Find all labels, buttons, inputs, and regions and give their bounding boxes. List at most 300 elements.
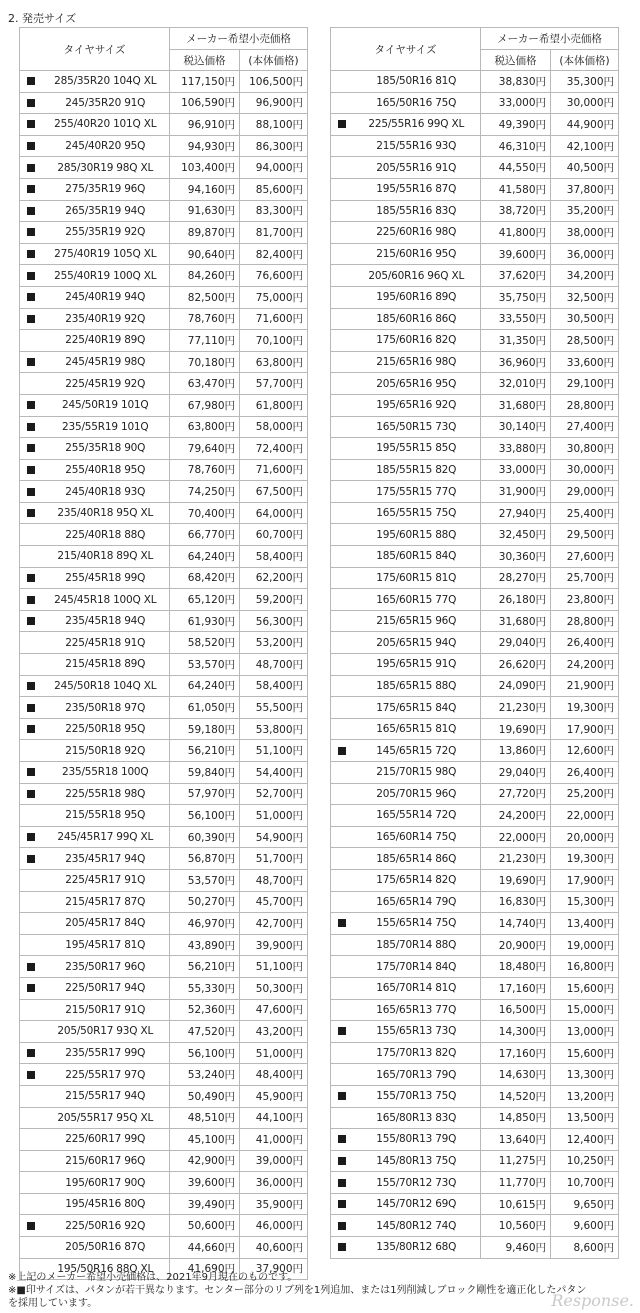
base-price-cell: 30,000円: [551, 92, 619, 114]
tax-incl-price-cell: 55,330円: [170, 977, 240, 999]
pattern-mark-cell: [20, 524, 42, 546]
base-price-cell: 37,900円: [240, 1258, 308, 1280]
square-marker-icon: [27, 509, 35, 517]
tire-size-cell: 215/60R16 95Q: [353, 243, 481, 265]
tax-incl-price-cell: 31,350円: [481, 330, 551, 352]
tire-size-cell: 195/65R16 92Q: [353, 394, 481, 416]
base-price-cell: 106,500円: [240, 71, 308, 93]
tax-incl-price-cell: 29,040円: [481, 632, 551, 654]
table-row: [20, 416, 308, 438]
table-row: [331, 92, 619, 114]
table-row: [20, 589, 308, 611]
tire-size-cell: 245/40R19 94Q: [42, 286, 170, 308]
square-marker-icon: [338, 1222, 346, 1230]
pattern-mark-cell: [331, 394, 353, 416]
tire-size-cell: 215/60R17 96Q: [42, 1150, 170, 1172]
tax-incl-price-cell: 53,240円: [170, 1064, 240, 1086]
base-price-cell: 28,800円: [551, 394, 619, 416]
square-marker-icon: [27, 725, 35, 733]
table-row: [20, 1085, 308, 1107]
pattern-mark-cell: [331, 481, 353, 503]
pattern-mark-cell: [20, 805, 42, 827]
tire-size-cell: 165/50R16 75Q: [353, 92, 481, 114]
pattern-mark-cell: [331, 1193, 353, 1215]
tax-incl-price-cell: 10,560円: [481, 1215, 551, 1237]
base-price-cell: 35,900円: [240, 1193, 308, 1215]
pattern-mark-cell: [20, 135, 42, 157]
tax-incl-price-cell: 66,770円: [170, 524, 240, 546]
tax-incl-price-cell: 24,200円: [481, 805, 551, 827]
pattern-mark-cell: [20, 330, 42, 352]
tire-size-cell: 165/55R14 72Q: [353, 805, 481, 827]
table-row: [331, 524, 619, 546]
pattern-mark-cell: [20, 977, 42, 999]
pattern-mark-cell: [331, 1064, 353, 1086]
tire-size-cell: 215/40R18 89Q XL: [42, 546, 170, 568]
pattern-mark-cell: [20, 1172, 42, 1194]
pattern-mark-cell: [20, 1042, 42, 1064]
tax-incl-price-cell: 26,180円: [481, 589, 551, 611]
tire-size-cell: 195/55R15 85Q: [353, 438, 481, 460]
tire-size-table-right: [330, 27, 619, 1259]
tire-size-cell: 235/40R18 95Q XL: [42, 502, 170, 524]
tax-incl-price-cell: 68,420円: [170, 567, 240, 589]
tax-incl-price-cell: 64,240円: [170, 546, 240, 568]
tire-size-cell: 245/35R20 91Q: [42, 92, 170, 114]
table-row: [20, 1215, 308, 1237]
table-row: [20, 394, 308, 416]
tire-size-cell: 165/65R15 81Q: [353, 718, 481, 740]
pattern-mark-cell: [331, 351, 353, 373]
table-row: [20, 286, 308, 308]
base-price-cell: 29,100円: [551, 373, 619, 395]
pattern-mark-cell: [331, 524, 353, 546]
table-row: [20, 977, 308, 999]
square-marker-icon: [27, 293, 35, 301]
pattern-mark-cell: [20, 848, 42, 870]
pattern-mark-cell: [20, 1107, 42, 1129]
tire-size-cell: 205/50R17 93Q XL: [42, 1021, 170, 1043]
tax-incl-price-cell: 46,310円: [481, 135, 551, 157]
tire-size-cell: 215/55R16 93Q: [353, 135, 481, 157]
pattern-mark-cell: [331, 92, 353, 114]
tire-size-cell: 245/45R18 100Q XL: [42, 589, 170, 611]
square-marker-icon: [27, 833, 35, 841]
tire-size-cell: 205/45R17 84Q: [42, 913, 170, 935]
tax-incl-price-cell: 50,600円: [170, 1215, 240, 1237]
table-row: [331, 243, 619, 265]
base-price-cell: 88,100円: [240, 114, 308, 136]
base-price-cell: 24,200円: [551, 654, 619, 676]
base-price-cell: 51,100円: [240, 740, 308, 762]
table-row: [20, 891, 308, 913]
pattern-mark-cell: [20, 308, 42, 330]
tax-incl-price-cell: 33,000円: [481, 92, 551, 114]
base-price-cell: 19,300円: [551, 697, 619, 719]
tire-size-cell: 275/40R19 105Q XL: [42, 243, 170, 265]
table-row: [20, 718, 308, 740]
tire-size-cell: 245/45R17 99Q XL: [42, 826, 170, 848]
square-marker-icon: [338, 120, 346, 128]
tire-size-cell: 165/50R15 73Q: [353, 416, 481, 438]
pattern-mark-cell: [20, 1193, 42, 1215]
tire-size-cell: 245/45R19 98Q: [42, 351, 170, 373]
base-price-cell: 19,000円: [551, 934, 619, 956]
table-row: [20, 1042, 308, 1064]
tire-size-cell: 215/65R16 98Q: [353, 351, 481, 373]
tire-size-cell: 195/60R17 90Q: [42, 1172, 170, 1194]
tax-incl-price-cell: 14,850円: [481, 1107, 551, 1129]
tire-size-cell: 235/50R17 96Q: [42, 956, 170, 978]
tire-size-cell: 195/60R15 88Q: [353, 524, 481, 546]
pattern-mark-cell: [20, 632, 42, 654]
pattern-mark-cell: [20, 546, 42, 568]
table-row: [20, 243, 308, 265]
table-row: [20, 826, 308, 848]
base-price-cell: 61,800円: [240, 394, 308, 416]
tax-incl-header: 税込価格: [170, 50, 240, 71]
table-row: [20, 654, 308, 676]
base-price-cell: 58,000円: [240, 416, 308, 438]
table-row: [20, 481, 308, 503]
square-marker-icon: [338, 1200, 346, 1208]
base-price-cell: 60,700円: [240, 524, 308, 546]
msrp-header: メーカー希望小売価格: [170, 28, 308, 50]
pattern-mark-cell: [331, 718, 353, 740]
tire-size-cell: 215/45R18 89Q: [42, 654, 170, 676]
table-row: [20, 1193, 308, 1215]
pattern-mark-cell: [331, 222, 353, 244]
pattern-mark-cell: [331, 805, 353, 827]
tax-incl-price-cell: 21,230円: [481, 697, 551, 719]
tire-size-cell: 145/80R12 74Q: [353, 1215, 481, 1237]
base-price-cell: 26,400円: [551, 632, 619, 654]
pattern-mark-cell: [331, 330, 353, 352]
table-row: [20, 135, 308, 157]
pattern-mark-cell: [20, 438, 42, 460]
tire-size-cell: 225/40R19 89Q: [42, 330, 170, 352]
pattern-mark-cell: [331, 1172, 353, 1194]
tire-size-cell: 165/65R13 77Q: [353, 999, 481, 1021]
base-price-cell: 44,900円: [551, 114, 619, 136]
table-row: [331, 459, 619, 481]
pattern-mark-cell: [20, 610, 42, 632]
square-marker-icon: [27, 617, 35, 625]
tax-incl-price-cell: 77,110円: [170, 330, 240, 352]
tire-size-cell: 185/60R16 86Q: [353, 308, 481, 330]
pattern-mark-cell: [20, 956, 42, 978]
tire-size-cell: 175/55R15 77Q: [353, 481, 481, 503]
base-price-cell: 32,500円: [551, 286, 619, 308]
base-price-cell: 10,250円: [551, 1150, 619, 1172]
base-price-cell: 71,600円: [240, 459, 308, 481]
table-row: [331, 1107, 619, 1129]
tire-size-cell: 175/60R16 82Q: [353, 330, 481, 352]
tax-incl-price-cell: 60,390円: [170, 826, 240, 848]
base-price-cell: 22,000円: [551, 805, 619, 827]
tax-incl-price-cell: 33,000円: [481, 459, 551, 481]
pattern-mark-cell: [20, 71, 42, 93]
base-price-cell: 51,000円: [240, 805, 308, 827]
base-price-cell: 75,000円: [240, 286, 308, 308]
pattern-mark-cell: [20, 740, 42, 762]
pattern-mark-cell: [331, 783, 353, 805]
base-price-cell: 94,000円: [240, 157, 308, 179]
tire-size-cell: 155/70R12 73Q: [353, 1172, 481, 1194]
tax-incl-price-cell: 67,980円: [170, 394, 240, 416]
base-price-cell: 13,400円: [551, 913, 619, 935]
square-marker-icon: [27, 682, 35, 690]
pattern-mark-cell: [20, 718, 42, 740]
tire-size-cell: 165/60R15 77Q: [353, 589, 481, 611]
base-price-header: (本体価格): [240, 50, 308, 71]
tax-incl-price-cell: 31,680円: [481, 610, 551, 632]
table-row: [331, 157, 619, 179]
tax-incl-price-cell: 56,210円: [170, 740, 240, 762]
base-price-cell: 48,700円: [240, 869, 308, 891]
tire-size-cell: 255/40R20 101Q XL: [42, 114, 170, 136]
table-row: [331, 589, 619, 611]
tax-incl-price-cell: 39,600円: [170, 1172, 240, 1194]
tax-incl-price-cell: 19,690円: [481, 869, 551, 891]
pattern-mark-cell: [20, 92, 42, 114]
table-row: [331, 1150, 619, 1172]
table-row: [331, 1172, 619, 1194]
base-price-cell: 29,000円: [551, 481, 619, 503]
tire-size-cell: 205/60R16 96Q XL: [353, 265, 481, 287]
base-price-cell: 53,200円: [240, 632, 308, 654]
square-marker-icon: [338, 1179, 346, 1187]
pattern-mark-cell: [331, 438, 353, 460]
pattern-mark-cell: [331, 999, 353, 1021]
table-row: [331, 740, 619, 762]
base-price-cell: 71,600円: [240, 308, 308, 330]
table-row: [20, 848, 308, 870]
tax-incl-price-cell: 14,630円: [481, 1064, 551, 1086]
tire-size-cell: 165/65R14 79Q: [353, 891, 481, 913]
table-row: [331, 697, 619, 719]
pattern-mark-cell: [331, 762, 353, 784]
pattern-mark-cell: [20, 351, 42, 373]
base-price-cell: 58,400円: [240, 675, 308, 697]
pattern-mark-cell: [331, 826, 353, 848]
pattern-mark-cell: [20, 869, 42, 891]
table-row: [331, 567, 619, 589]
tire-size-cell: 235/55R18 100Q: [42, 762, 170, 784]
table-row: [331, 999, 619, 1021]
pattern-mark-cell: [20, 416, 42, 438]
base-price-cell: 12,600円: [551, 740, 619, 762]
pattern-mark-cell: [331, 589, 353, 611]
table-row: [20, 178, 308, 200]
table-row: [331, 394, 619, 416]
base-price-cell: 40,500円: [551, 157, 619, 179]
tire-size-cell: 235/50R18 97Q: [42, 697, 170, 719]
square-marker-icon: [27, 704, 35, 712]
tire-size-cell: 225/55R16 99Q XL: [353, 114, 481, 136]
tax-incl-price-cell: 42,900円: [170, 1150, 240, 1172]
tax-incl-price-cell: 13,640円: [481, 1129, 551, 1151]
table-row: [20, 1021, 308, 1043]
tax-incl-price-cell: 44,660円: [170, 1237, 240, 1259]
pattern-mark-cell: [20, 934, 42, 956]
pattern-mark-cell: [331, 157, 353, 179]
table-row: [20, 610, 308, 632]
base-price-cell: 33,600円: [551, 351, 619, 373]
pattern-mark-cell: [331, 697, 353, 719]
base-price-cell: 86,300円: [240, 135, 308, 157]
table-row: [331, 848, 619, 870]
pattern-mark-cell: [331, 1129, 353, 1151]
pattern-mark-cell: [20, 783, 42, 805]
square-marker-icon: [27, 596, 35, 604]
square-marker-icon: [27, 1049, 35, 1057]
base-price-cell: 54,400円: [240, 762, 308, 784]
table-row: [20, 675, 308, 697]
base-price-cell: 42,100円: [551, 135, 619, 157]
tax-incl-price-cell: 27,940円: [481, 502, 551, 524]
tax-incl-price-cell: 48,510円: [170, 1107, 240, 1129]
tax-incl-price-cell: 57,970円: [170, 783, 240, 805]
table-row: [20, 1172, 308, 1194]
tax-incl-price-cell: 39,600円: [481, 243, 551, 265]
table-row: [331, 1193, 619, 1215]
base-price-cell: 15,600円: [551, 977, 619, 999]
square-marker-icon: [27, 77, 35, 85]
tax-incl-price-cell: 56,100円: [170, 1042, 240, 1064]
base-price-cell: 35,200円: [551, 200, 619, 222]
tax-incl-price-cell: 10,615円: [481, 1193, 551, 1215]
tire-size-cell: 225/60R16 98Q: [353, 222, 481, 244]
pattern-mark-cell: [331, 567, 353, 589]
base-price-cell: 9,650円: [551, 1193, 619, 1215]
pattern-mark-cell: [331, 178, 353, 200]
tire-size-cell: 145/70R12 69Q: [353, 1193, 481, 1215]
tire-size-cell: 235/40R19 92Q: [42, 308, 170, 330]
tire-size-cell: 245/40R20 95Q: [42, 135, 170, 157]
tire-size-cell: 225/45R18 91Q: [42, 632, 170, 654]
tire-size-cell: 285/35R20 104Q XL: [42, 71, 170, 93]
tire-size-cell: 255/45R18 99Q: [42, 567, 170, 589]
tax-incl-price-cell: 33,550円: [481, 308, 551, 330]
tire-size-header: タイヤサイズ: [20, 28, 170, 71]
tax-incl-price-cell: 59,180円: [170, 718, 240, 740]
base-price-cell: 48,700円: [240, 654, 308, 676]
tax-incl-price-cell: 18,480円: [481, 956, 551, 978]
tax-incl-price-cell: 53,570円: [170, 654, 240, 676]
tire-size-cell: 205/65R15 94Q: [353, 632, 481, 654]
base-price-cell: 13,000円: [551, 1021, 619, 1043]
base-price-cell: 53,800円: [240, 718, 308, 740]
table-row: [331, 956, 619, 978]
tire-size-cell: 195/65R15 91Q: [353, 654, 481, 676]
base-price-cell: 19,300円: [551, 848, 619, 870]
tire-size-cell: 225/55R18 98Q: [42, 783, 170, 805]
tire-size-cell: 185/55R15 82Q: [353, 459, 481, 481]
tire-size-cell: 215/55R18 95Q: [42, 805, 170, 827]
pattern-mark-cell: [331, 956, 353, 978]
tire-size-cell: 285/30R19 98Q XL: [42, 157, 170, 179]
tax-incl-price-cell: 61,050円: [170, 697, 240, 719]
tax-incl-price-cell: 37,620円: [481, 265, 551, 287]
table-row: [331, 546, 619, 568]
base-price-cell: 40,600円: [240, 1237, 308, 1259]
base-price-cell: 81,700円: [240, 222, 308, 244]
tax-incl-price-cell: 84,260円: [170, 265, 240, 287]
base-price-cell: 36,000円: [551, 243, 619, 265]
table-row: [331, 977, 619, 999]
table-row: [331, 351, 619, 373]
square-marker-icon: [27, 855, 35, 863]
tax-incl-price-cell: 47,520円: [170, 1021, 240, 1043]
table-row: [331, 934, 619, 956]
base-price-cell: 72,400円: [240, 438, 308, 460]
tax-incl-price-cell: 78,760円: [170, 459, 240, 481]
base-price-cell: 17,900円: [551, 718, 619, 740]
tax-incl-price-cell: 35,750円: [481, 286, 551, 308]
pattern-mark-cell: [20, 762, 42, 784]
square-marker-icon: [27, 401, 35, 409]
pattern-mark-cell: [331, 1215, 353, 1237]
tire-size-cell: 185/70R14 88Q: [353, 934, 481, 956]
base-price-cell: 17,900円: [551, 869, 619, 891]
tire-size-cell: 205/50R16 87Q: [42, 1237, 170, 1259]
table-row: [20, 114, 308, 136]
base-price-cell: 96,900円: [240, 92, 308, 114]
base-price-cell: 58,400円: [240, 546, 308, 568]
square-marker-icon: [338, 747, 346, 755]
pattern-mark-cell: [20, 373, 42, 395]
base-price-cell: 34,200円: [551, 265, 619, 287]
base-price-cell: 15,300円: [551, 891, 619, 913]
table-row: [20, 502, 308, 524]
square-marker-icon: [27, 574, 35, 582]
tire-size-cell: 205/65R16 95Q: [353, 373, 481, 395]
tax-incl-price-cell: 90,640円: [170, 243, 240, 265]
base-price-cell: 39,900円: [240, 934, 308, 956]
square-marker-icon: [27, 790, 35, 798]
tire-size-cell: 255/40R18 95Q: [42, 459, 170, 481]
table-row: [20, 351, 308, 373]
section-heading: 2. 発売サイズ: [8, 12, 77, 25]
base-price-cell: 64,000円: [240, 502, 308, 524]
table-row: [20, 1129, 308, 1151]
tax-incl-price-cell: 45,100円: [170, 1129, 240, 1151]
tax-incl-price-cell: 56,870円: [170, 848, 240, 870]
table-row: [331, 178, 619, 200]
table-row: [20, 459, 308, 481]
tax-incl-price-cell: 41,800円: [481, 222, 551, 244]
pattern-mark-cell: [331, 373, 353, 395]
table-row: [20, 92, 308, 114]
tax-incl-price-cell: 78,760円: [170, 308, 240, 330]
base-price-cell: 45,700円: [240, 891, 308, 913]
tax-incl-price-cell: 29,040円: [481, 762, 551, 784]
pattern-mark-cell: [331, 1237, 353, 1259]
base-price-cell: 37,800円: [551, 178, 619, 200]
pattern-mark-cell: [20, 1085, 42, 1107]
tax-incl-price-cell: 38,830円: [481, 71, 551, 93]
base-price-cell: 57,700円: [240, 373, 308, 395]
pattern-mark-cell: [20, 654, 42, 676]
tax-incl-price-cell: 31,900円: [481, 481, 551, 503]
tire-size-cell: 185/60R15 84Q: [353, 546, 481, 568]
pattern-mark-cell: [331, 675, 353, 697]
pattern-mark-cell: [331, 308, 353, 330]
tax-incl-price-cell: 9,460円: [481, 1237, 551, 1259]
pattern-mark-cell: [20, 589, 42, 611]
tax-incl-price-cell: 17,160円: [481, 1042, 551, 1064]
